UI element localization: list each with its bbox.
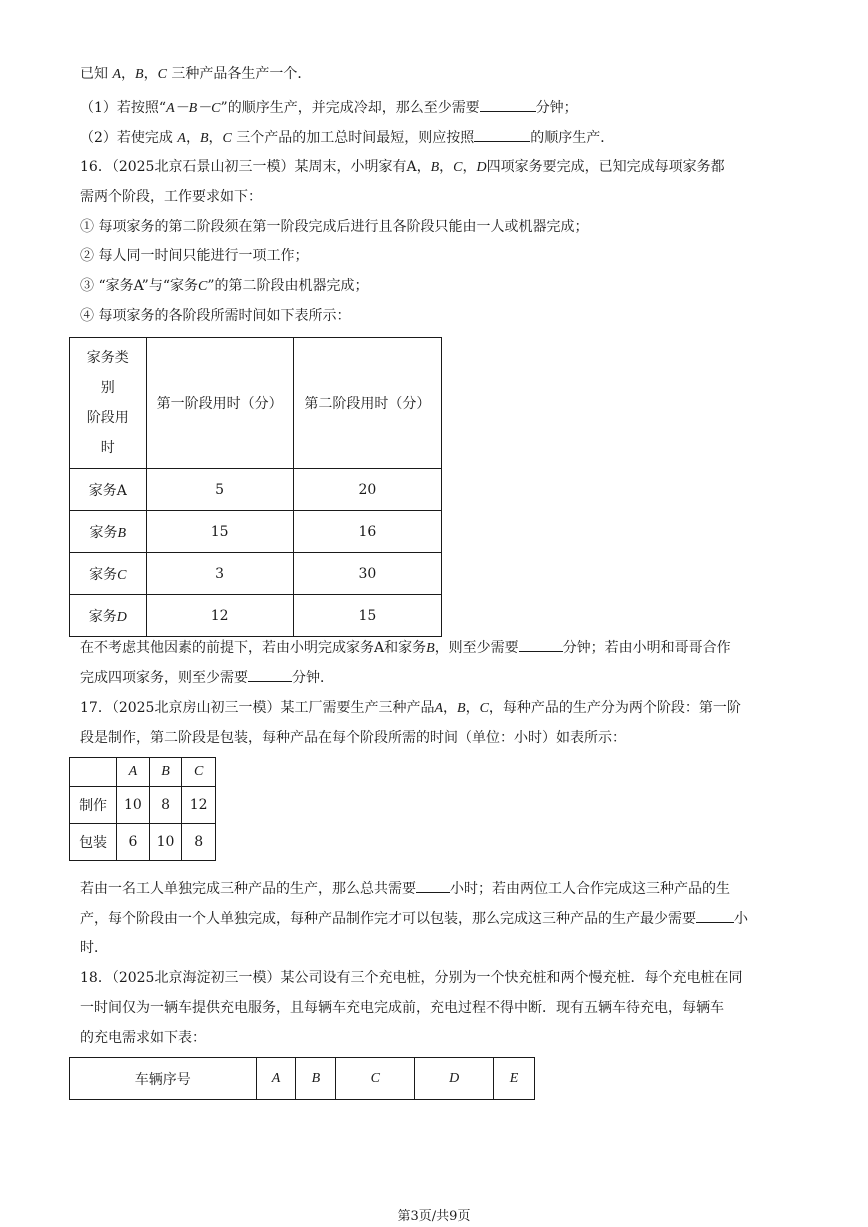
row-label: 家务C bbox=[70, 553, 147, 595]
answer-blank[interactable] bbox=[696, 908, 734, 923]
table-row bbox=[70, 553, 442, 595]
product-b: B bbox=[135, 67, 144, 82]
header-cell-stage1: 第一阶段用时（分） bbox=[146, 338, 293, 469]
corner-cell bbox=[70, 758, 117, 787]
cell: 6 bbox=[117, 824, 150, 861]
q15-part1: （1）若按照“A－B－C”的顺序生产，并完成冷却，那么至少需要 分钟； bbox=[80, 97, 578, 119]
cell: 10 bbox=[117, 787, 150, 824]
q17-after-3: 时． bbox=[80, 940, 108, 956]
stage2-time: 15 bbox=[293, 595, 441, 637]
table-row bbox=[70, 511, 442, 553]
table-row bbox=[70, 824, 216, 861]
cell: 8 bbox=[182, 824, 216, 861]
stage2-time: 16 bbox=[293, 511, 441, 553]
q15-part2: （2）若使完成 A，B，C 三个产品的加工总时间最短，则应按照 的顺序生产． bbox=[80, 127, 614, 149]
q16-after-1: 在不考虑其他因素的前提下，若由小明完成家务A和家务B，则至少需要 分钟；若由小明和哥哥合作 bbox=[80, 637, 731, 659]
q18-line1: 18．（2025北京海淀初三一模）某公司设有三个充电桩，分别为一个快充桩和两个慢充桩．每个充电桩在同 bbox=[80, 970, 743, 986]
stage1-time: 15 bbox=[146, 511, 293, 553]
q18-line3: 的充电需求如下表： bbox=[80, 1030, 206, 1046]
row-label: 制作 bbox=[70, 787, 117, 824]
product-c: C bbox=[157, 67, 167, 82]
col-header: E bbox=[494, 1058, 535, 1100]
stage1-time: 3 bbox=[146, 553, 293, 595]
col-header: A bbox=[256, 1058, 296, 1100]
answer-blank[interactable] bbox=[480, 97, 536, 112]
cell: 8 bbox=[149, 787, 182, 824]
answer-blank[interactable] bbox=[474, 127, 530, 142]
stage2-time: 20 bbox=[293, 469, 441, 511]
col-header: A bbox=[117, 758, 150, 787]
col-header: D bbox=[415, 1058, 494, 1100]
row-label: 车辆序号 bbox=[70, 1058, 257, 1100]
q17-after-2: 产，每个阶段由一个人单独完成，每种产品制作完才可以包装，那么完成这三种产品的生产最少需要 小 bbox=[80, 908, 748, 929]
col-header: C bbox=[182, 758, 216, 787]
header-cell-category: 家务类 别 阶段用 时 bbox=[70, 338, 147, 469]
row-label: 家务B bbox=[70, 511, 147, 553]
q18-line2: 一时间仅为一辆车提供充电服务，且每辆车充电完成前，充电过程不得中断．现有五辆车待充电，每辆车 bbox=[80, 1000, 724, 1016]
q15-intro: 已知 A，B，C 三种产品各生产一个． bbox=[80, 66, 312, 82]
chores-table bbox=[69, 337, 442, 637]
row-label: 家务D bbox=[70, 595, 147, 637]
sequence-text: A－B－C bbox=[166, 101, 221, 116]
col-header: C bbox=[336, 1058, 415, 1100]
q16-rule-2: ② 每人同一时间只能进行一项工作； bbox=[80, 248, 309, 264]
stage2-time: 30 bbox=[293, 553, 441, 595]
q16-rule-1: ① 每项家务的第二阶段须在第一阶段完成后进行且各阶段只能由一人或机器完成； bbox=[80, 219, 589, 235]
table-row bbox=[70, 469, 442, 511]
answer-blank[interactable] bbox=[248, 667, 292, 682]
table-row bbox=[70, 595, 442, 637]
stage1-time: 5 bbox=[146, 469, 293, 511]
header-cell-stage2: 第二阶段用时（分） bbox=[293, 338, 441, 469]
stage1-time: 12 bbox=[146, 595, 293, 637]
row-label: 家务A bbox=[70, 469, 147, 511]
vehicle-table bbox=[69, 1057, 535, 1100]
row-label: 包装 bbox=[70, 824, 117, 861]
page-footer: 第3页/共9页 bbox=[397, 1209, 471, 1224]
answer-blank[interactable] bbox=[519, 637, 563, 652]
q16-heading: 16．（2025北京石景山初三一模）某周末，小明家有A，B，C，D四项家务要完成，已知完成每项家务都 bbox=[80, 159, 725, 175]
answer-blank[interactable] bbox=[416, 878, 450, 893]
q16-rule-3: ③ “家务A”与“家务C”的第二阶段由机器完成； bbox=[80, 278, 369, 294]
q17-after-1: 若由一名工人单独完成三种产品的生产，那么总共需要 小时；若由两位工人合作完成这三种产品的生 bbox=[80, 878, 730, 899]
col-header: B bbox=[296, 1058, 336, 1100]
q17-heading: 17．（2025北京房山初三一模）某工厂需要生产三种产品A，B，C，每种产品的生产分为两个阶段：第一阶 bbox=[80, 700, 741, 716]
q16-line2: 需两个阶段，工作要求如下： bbox=[80, 189, 262, 205]
cell: 10 bbox=[149, 824, 182, 861]
col-header: B bbox=[149, 758, 182, 787]
cell: 12 bbox=[182, 787, 216, 824]
table-row bbox=[70, 787, 216, 824]
product-a: A bbox=[112, 67, 122, 82]
q17-line2: 段是制作，第二阶段是包装，每种产品在每个阶段所需的时间（单位：小时）如表所示： bbox=[80, 730, 626, 746]
q16-after-2: 完成四项家务，则至少需要 分钟． bbox=[80, 667, 334, 688]
production-table bbox=[69, 757, 216, 861]
q16-rule-4: ④ 每项家务的各阶段所需时间如下表所示： bbox=[80, 308, 351, 324]
